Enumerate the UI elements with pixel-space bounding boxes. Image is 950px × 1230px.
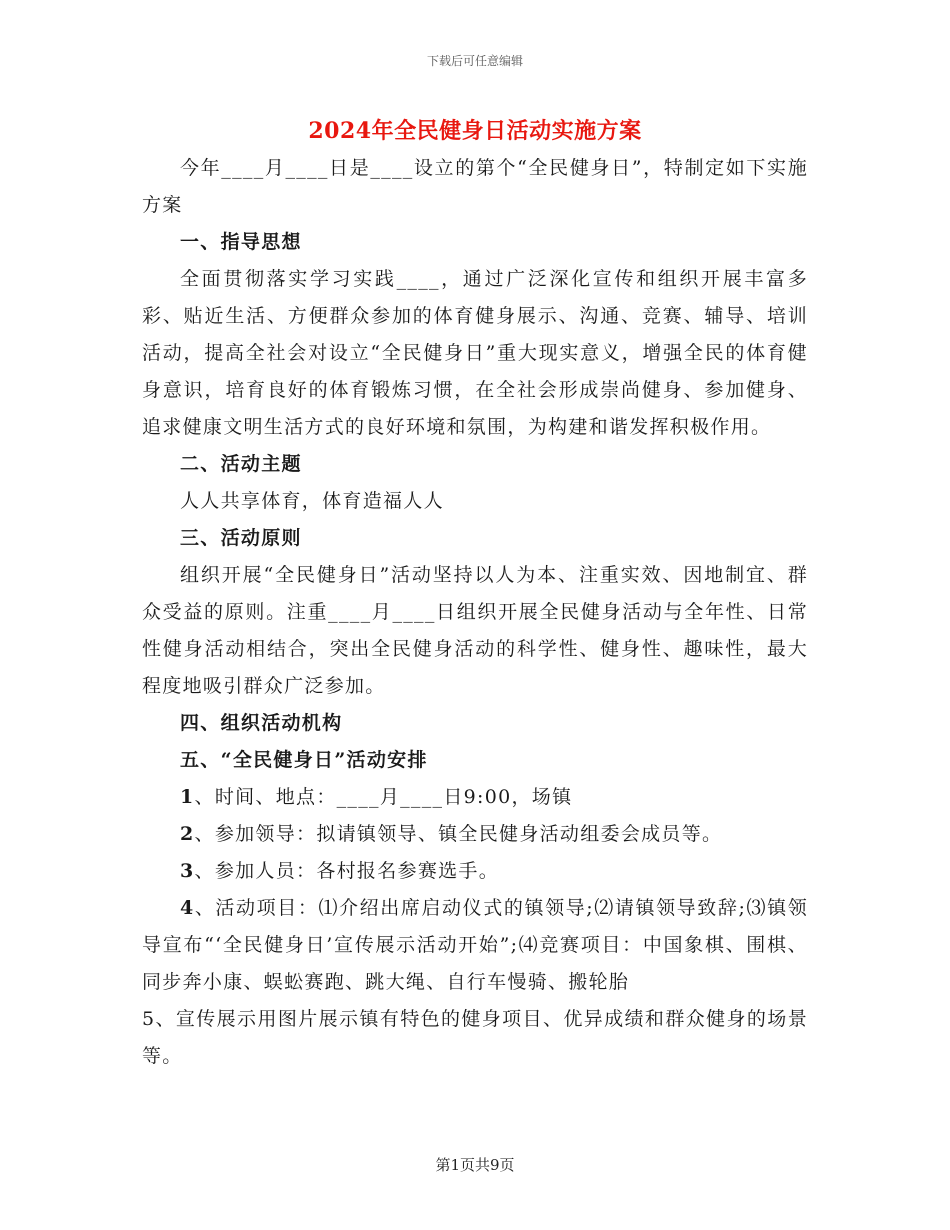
list-item: [142, 890, 808, 1001]
list-item-number: 1: [180, 786, 195, 808]
section-heading-guiding-ideology: 一、指导思想: [180, 231, 302, 253]
page-header-note: 下载后可任意编辑: [426, 54, 523, 68]
list-item-number: 2: [180, 823, 195, 845]
document-title: 2024年全民健身日活动实施方案: [308, 118, 642, 144]
list-item: [142, 853, 808, 890]
list-item-text: 、参加人员：各村报名参赛选手。: [194, 860, 500, 882]
list-item-number: 3: [180, 860, 195, 882]
document-body: [142, 150, 808, 1075]
list-item-5: 5、宣传展示用图片展示镇有特色的健身项目、优异成绩和群众健身的场景等。: [142, 1008, 808, 1067]
list-item-number: 4: [180, 897, 195, 919]
section-heading-arrangements: 五、“全民健身日”活动安排: [180, 749, 428, 771]
list-item: [142, 779, 808, 816]
section-body-principles: 组织开展“全民健身日”活动坚持以人为本、注重实效、因地制宜、群众受益的原则。注重____月____日组织开展全民健身活动与全年性、日常性健身活动相结合，突出全民健身活动的科学性、健身性、趣味性，最大程度地吸引群众广泛参加。: [142, 564, 808, 697]
list-item: [142, 816, 808, 853]
intro-paragraph: 今年____月____日是____设立的第个“全民健身日”，特制定如下实施方案: [142, 157, 808, 216]
section-heading-organization: 四、组织活动机构: [180, 712, 343, 734]
page-number: 第1页共9页: [435, 1156, 515, 1174]
section-body-theme: 人人共享体育，体育造福人人: [180, 490, 444, 512]
list-item-text: 、参加领导：拟请镇领导、镇全民健身活动组委会成员等。: [194, 823, 723, 845]
section-heading-theme: 二、活动主题: [180, 453, 302, 475]
list-item-text: 、活动项目：⑴介绍出席启动仪式的镇领导;⑵请镇领导致辞;⑶镇领导宣布“‘全民健身日’宣传展示活动开始”;⑷竞赛项目：中国象棋、围棋、同步奔小康、蜈蚣赛跑、跳大绳、自行车慢骑、搬轮胎: [142, 897, 808, 993]
list-item-text: 、时间、地点：____月____日9:00，场镇: [194, 786, 573, 808]
section-body-guiding-ideology: 全面贯彻落实学习实践____，通过广泛深化宣传和组织开展丰富多彩、贴近生活、方便群众参加的体育健身展示、沟通、竞赛、辅导、培训活动，提高全社会对设立“全民健身日”重大现实意义，增强全民的体育健身意识，培育良好的体育锻炼习惯，在全社会形成崇尚健身、参加健身、追求健康文明生活方式的良好环境和氛围，为构建和谐发挥积极作用。: [142, 268, 808, 438]
section-heading-principles: 三、活动原则: [180, 527, 302, 549]
